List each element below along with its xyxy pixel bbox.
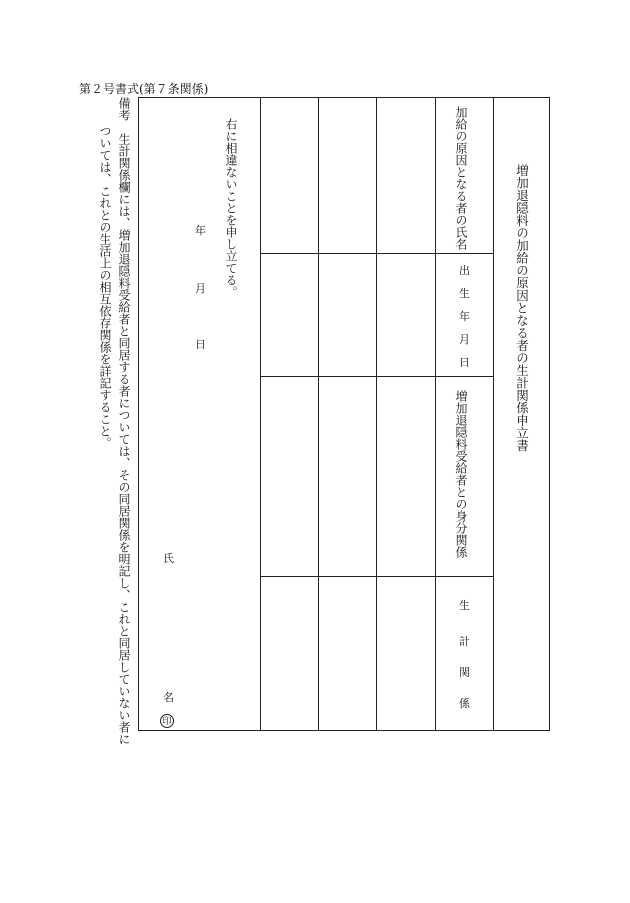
signature-given-name-label: 名 (163, 691, 174, 704)
signature-family-name-label: 氏 (163, 552, 174, 565)
header-birth-date-char: 年 (459, 310, 470, 323)
form-title: 増加退隠料の加給の原因となる者の生計関係申立書 (514, 164, 530, 452)
column-divider (435, 98, 436, 730)
declaration-year-label: 年 (195, 224, 206, 237)
row-divider (260, 253, 493, 254)
row-divider (260, 376, 493, 377)
header-livelihood-char: 計 (459, 635, 470, 648)
column-divider (493, 98, 494, 730)
header-livelihood-char: 生 (459, 599, 470, 612)
remarks-line-2: ついては、これとの生活上の相互依存関係を詳記すること。 (98, 125, 112, 449)
row-divider (260, 576, 493, 577)
remarks-line-1: 備考 生計関係欄には、増加退隠料受給者と同居する者については、その同居関係を明記し、これと同居していない者に (117, 97, 131, 745)
header-birth-date-char: 月 (459, 333, 470, 346)
declaration-statement: 右に相違ないことを申し立てる。 (224, 118, 238, 298)
header-livelihood-char: 係 (459, 697, 470, 710)
header-birth-date-char: 生 (459, 287, 470, 300)
declaration-day-label: 日 (195, 338, 206, 351)
form-number: 第２号書式(第７条関係) (79, 82, 209, 96)
application-form-table (138, 97, 550, 731)
seal-mark: 印 (160, 714, 174, 728)
column-divider (318, 98, 319, 730)
header-livelihood-char: 関 (459, 666, 470, 679)
column-divider (260, 98, 261, 730)
header-name: 加給の原因となる者の氏名 (454, 106, 468, 250)
header-relationship: 増加退隠料受給者との身分関係 (454, 390, 468, 558)
declaration-month-label: 月 (195, 282, 206, 295)
column-divider (376, 98, 377, 730)
header-birth-date-char: 出 (459, 264, 470, 277)
header-birth-date-char: 日 (459, 356, 470, 369)
